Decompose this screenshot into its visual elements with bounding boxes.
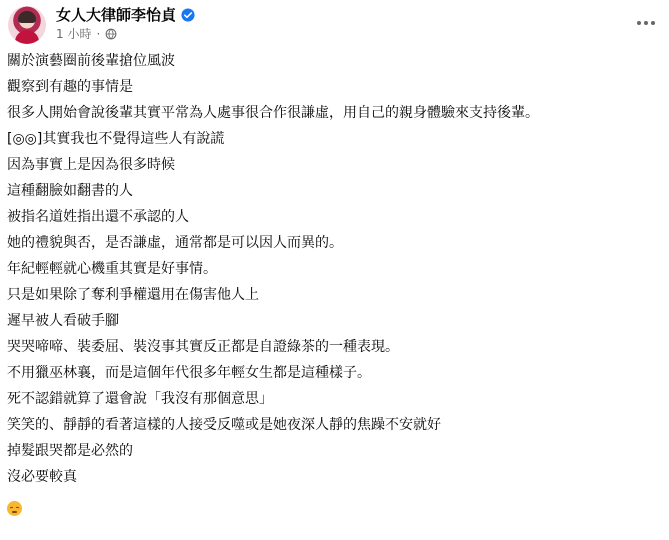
post-header [8,4,661,46]
more-icon-dot-1 [637,21,641,25]
post-meta [56,26,117,42]
more-options-button[interactable] [633,10,659,36]
post-line: 被指名道姓指出還不承認的人 [7,209,189,225]
post-line: 掉髮跟哭都是必然的 [7,443,133,459]
post-line: 沒必要較真 [7,469,77,485]
emoji-mouth [12,511,17,513]
post-time[interactable]: 1 小時 [56,27,92,41]
more-icon-dot-2 [644,21,648,25]
pensive-emoji-icon [7,501,22,516]
meta-separator: · [96,27,101,41]
post-line: 年紀輕輕就心機重其實是好事情。 [7,261,217,277]
post-line: 這種翻臉如翻書的人 [7,183,133,199]
post-line: 她的禮貌與否，是否謙虛，通常都是可以因人而異的。 [7,235,343,251]
post-line: 因為事實上是因為很多時候 [7,157,175,173]
post-line: 很多人開始會說後輩其實平常為人處事很合作很謙虛，用自己的親身體驗來支持後輩。 [7,105,539,121]
author-avatar[interactable] [8,6,46,44]
post-line: 死不認錯就算了還會說「我沒有那個意思」 [7,391,273,407]
post-body [7,51,657,523]
author-row [56,5,195,25]
post-line: [◎◎]其實我也不覺得這些人有說謊 [7,131,225,147]
globe-icon[interactable] [105,28,117,40]
avatar-hair-shape [18,11,36,23]
avatar-dress-shape [15,30,39,44]
author-name[interactable]: 女人大律師李怡貞 [56,6,177,24]
more-icon-dot-3 [651,21,655,25]
post-line: 觀察到有趣的事情是 [7,79,133,95]
emoji-line [7,493,657,523]
post-line: 遲早被人看破手腳 [7,313,119,329]
post-line: 笑笑的、靜靜的看著這樣的人接受反噬或是她夜深人靜的焦躁不安就好 [7,417,441,433]
verified-icon [181,8,195,22]
post-line: 關於演藝圈前後輩搶位風波 [7,53,175,69]
post-line: 不用獵巫林襄，而是這個年代很多年輕女生都是這種樣子。 [7,365,371,381]
post-line: 哭哭啼啼、裝委屈、裝沒事其實反正都是自證綠茶的一種表現。 [7,339,399,355]
post-line: 只是如果除了奪利爭權還用在傷害他人上 [7,287,259,303]
